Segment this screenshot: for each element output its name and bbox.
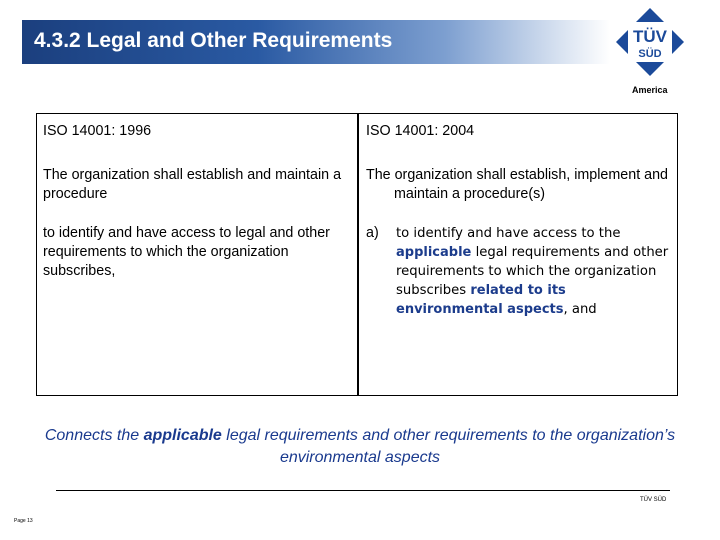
callout-text	[20, 425, 700, 469]
footer-brand: TÜV SÜD	[640, 497, 667, 503]
logo-line1: TÜV	[633, 27, 667, 46]
logo-line2: SÜD	[638, 48, 662, 60]
logo-subtitle: America	[632, 85, 668, 95]
table-divider	[357, 114, 359, 395]
row2-col2-part1: to identify and have access to the	[396, 226, 621, 241]
row2-col1: to identify and have access to legal and other requirements to which the organization subscribes,	[43, 225, 330, 279]
footer-divider	[56, 490, 670, 491]
row2-col2-text	[396, 224, 674, 319]
callout-part1: Connects the	[44, 427, 140, 444]
row2-col2-part2: legal requirements and other requirements to which the organization subscribes	[396, 245, 669, 298]
row1-col1: The organization shall establish and maintain a procedure	[43, 167, 342, 202]
highlight-environmental-aspects: related to its environmental aspects	[396, 283, 566, 317]
page-title: 4.3.2 Legal and Other Requirements	[34, 29, 393, 52]
row2-col2-part3: , and	[563, 302, 597, 317]
tuv-sud-logo-icon	[614, 6, 686, 78]
highlight-applicable: applicable	[396, 245, 472, 260]
callout-part2: legal requirements and other requirements to the organization’s environmental aspects	[226, 427, 676, 466]
callout-highlight: applicable	[143, 427, 222, 444]
col2-header: ISO 14001: 2004	[366, 123, 475, 139]
row1-col2: The organization shall establish, implement and maintain a procedure(s)	[366, 167, 668, 202]
title-bar	[22, 20, 610, 64]
page-number: Page 13	[14, 518, 33, 524]
col1-header: ISO 14001: 1996	[43, 123, 152, 139]
list-marker: a)	[366, 225, 379, 241]
comparison-table	[36, 113, 678, 396]
